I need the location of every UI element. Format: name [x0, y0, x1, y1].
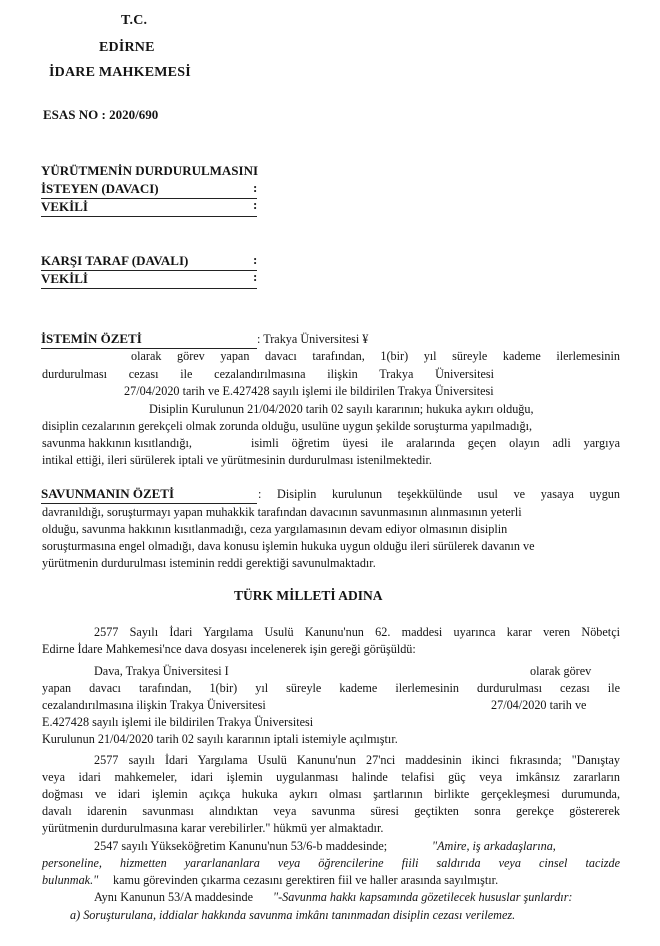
request-summary-label: İSTEMİN ÖZETİ [41, 331, 257, 349]
request-summary-first: : Trakya Üniversitesi ¥ [257, 332, 369, 346]
body-p5-line: Aynı Kanunun 53/A maddesinde [94, 890, 253, 904]
petitioner-counsel-label: VEKİLİ [41, 199, 257, 217]
body-p3-line: doğması ve idari işlemin açıkça hukuka aykırı olması şartlarının birlikte gerçekleşmesi durumunda, [42, 787, 620, 801]
header-court: İDARE MAHKEMESİ [49, 65, 191, 80]
body-p2-date: 27/04/2020 tarih ve [491, 698, 587, 712]
body-p3-line: veya idari mahkemeler, idari işlemin uygulanması halinde telafisi güç veya imkânsız zararların [42, 770, 620, 784]
request-summary-line: isimli öğretim üyesi ile aralarında geçen olayın adli yargıya [251, 436, 620, 450]
body-p1-line: Edirne İdare Mahkemesi'nce dava dosyası incelenerek işin gereği görüşüldü: [42, 642, 416, 656]
defense-summary-line: soruşturmasına engel olmadığı, dava konusu işlemin hukuka uygun olduğu ileri sürülerek davanın ve [42, 539, 535, 553]
body-p2-line: yapan davacı tarafından, 1(bir) yıl süreyle kademe ilerlemesinin durdurulması cezası ile [42, 681, 620, 695]
request-summary-line: 27/04/2020 tarih ve E.427428 sayılı işlemi ile bildirilen Trakya Üniversitesi [124, 384, 494, 398]
request-summary-line: savunma hakkının kısıtlandığı, [42, 436, 192, 450]
defense-summary-label: SAVUNMANIN ÖZETİ [41, 486, 257, 504]
decision-title: TÜRK MİLLETİ ADINA [234, 588, 383, 603]
body-p4-quote: "Amire, iş arkadaşlarına, [432, 839, 556, 853]
body-p4-quote: bulunmak." [42, 873, 99, 887]
body-p5-quote: "-Savunma hakkı kapsamında gözetilecek hususlar şunlardır: [273, 890, 573, 904]
body-p4-line: kamu görevinden çıkarma cezasını gerektiren fiil ve haller arasında sayılmıştır. [113, 873, 499, 887]
respondent-label: KARŞI TARAF (DAVALI) [41, 253, 257, 271]
petitioner-counsel-colon: : [253, 197, 258, 212]
body-p2-line: cezalandırılmasına ilişkin Trakya Üniversitesi [42, 698, 266, 712]
body-p1-line: 2577 Sayılı İdari Yargılama Usulü Kanunu'nun 62. maddesi uyarınca karar veren Nöbetçi [94, 625, 620, 639]
header-city: EDİRNE [99, 40, 155, 55]
body-p3-line: yürütmenin durdurulmasına karar verebilirler." hükmü yer almaktadır. [42, 821, 384, 835]
defense-summary-line: yürütmenin durdurulması isteminin reddi gerektiği savunulmaktadır. [42, 556, 376, 570]
defense-summary-first: : Disiplin kurulunun teşekkülünde usul ve yasaya uygun [258, 487, 620, 501]
petitioner-label: İSTEYEN (DAVACI) [41, 181, 257, 199]
request-summary-line: Disiplin Kurulunun 21/04/2020 tarih 02 sayılı kararının; hukuka aykırı olduğu, [149, 402, 534, 416]
body-p2-line: E.427428 sayılı işlemi ile bildirilen Trakya Üniversitesi [42, 715, 314, 729]
request-summary-line: durdurulması cezası ile cezalandırılmasına ilişkin Trakya Üniversitesi [42, 367, 494, 381]
body-p6-line: a) Soruşturulana, iddialar hakkında savunma imkânı tanınmadan disiplin cezası verilemez. [70, 908, 516, 922]
respondent-counsel-colon: : [253, 269, 258, 284]
body-p3-line: davalı idarenin savunması alındıktan veya savunma süresi geçtikten sonra gerekçe göstererek [42, 804, 620, 818]
respondent-counsel-label: VEKİLİ [41, 271, 257, 289]
body-p2-line: Kurulunun 21/04/2020 tarih 02 sayılı kararının iptali istemiyle açılmıştır. [42, 732, 398, 746]
respondent-colon: : [253, 252, 258, 267]
request-summary-line: intikal ettiği, ileri sürülerek iptali ve yürütmesinin durdurulması istenilmektedir. [42, 453, 432, 467]
defense-summary-line: davranıldığı, soruşturmayı yapan muhakkik tarafından davacının savunmasının alınmasının yeterli [42, 505, 522, 519]
case-number: ESAS NO : 2020/690 [43, 107, 159, 122]
petitioner-title: YÜRÜTMENİN DURDURULMASINI [41, 163, 259, 178]
defense-summary-line: olduğu, savunma hakkının kısıtlanmadığı, ceza yargılamasının devam ediyor olmasının disiplin [42, 522, 508, 536]
body-p2-end: olarak görev [530, 664, 592, 678]
body-p2-start: Dava, Trakya Üniversitesi I [94, 664, 229, 678]
body-p4-line: 2547 sayılı Yükseköğretim Kanunu'nun 53/6-b maddesinde; [94, 839, 388, 853]
request-summary-line: disiplin cezalarının gerekçeli olmak zorunda olduğu, usulüne uygun şekilde soruşturma yapılmadığı, [42, 419, 533, 433]
request-summary-line: olarak görev yapan davacı tarafından, 1(bir) yıl süreyle kademe ilerlemesinin [131, 349, 620, 363]
body-p4-quote: personeline, hizmetten yararlananlara veya öğrencilerine fiili saldırıda veya cinsel tacizde [42, 856, 620, 870]
petitioner-colon: : [253, 180, 258, 195]
header-tc: T.C. [121, 13, 148, 28]
body-p3-line: 2577 sayılı İdari Yargılama Usulü Kanunu'nun 27'nci maddesinin ikinci fıkrasında; "Danıştay [94, 753, 620, 767]
